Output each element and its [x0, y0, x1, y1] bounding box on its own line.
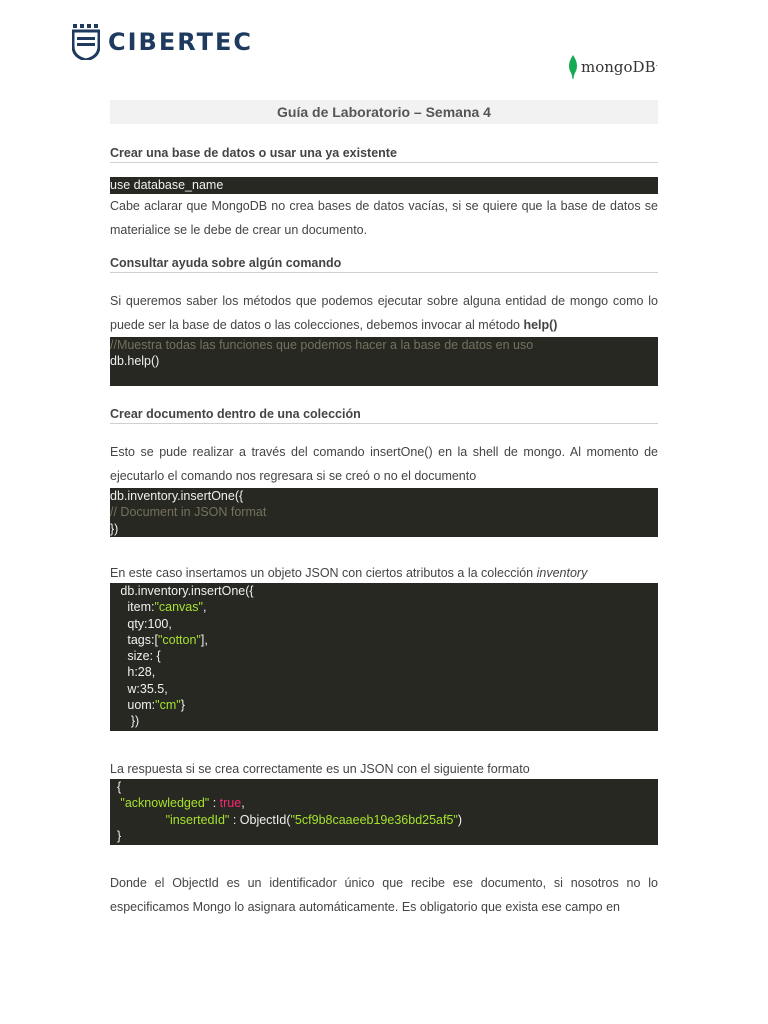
section-heading-create-db: Crear una base de datos o usar una ya existente: [110, 146, 658, 163]
code-token: uom:: [110, 698, 156, 713]
paragraph-insertone: Esto se pude realizar a través del comando insertOne() en la shell de mongo. Al momento de ejecutarlo el comando nos regresara si se creó o no el documento: [110, 445, 658, 483]
code-token: ],: [200, 632, 208, 647]
code-token: [110, 796, 120, 810]
code-key: "acknowledged": [120, 796, 210, 811]
code-block-use-db: [110, 177, 658, 194]
code-string: "canvas": [154, 600, 203, 615]
page-title: Guía de Laboratorio – Semana 4: [110, 100, 658, 124]
mongodb-wordmark: mongoDB: [581, 58, 656, 76]
mongodb-leaf-icon: [568, 55, 578, 79]
paragraph-inventory: [110, 563, 658, 583]
code-comment: //Muestra todas las funciones que podemos hacer a la base de datos en uso: [110, 338, 534, 352]
code-token: ,: [241, 796, 245, 811]
code-token: }: [180, 698, 185, 713]
code-string: "cm": [155, 698, 181, 713]
section-heading-create-document: Crear documento dentro de una colección: [110, 407, 658, 424]
code-block-insertone: [110, 488, 658, 537]
collection-name: inventory: [536, 566, 588, 580]
code-line: }: [110, 828, 122, 843]
code-token: tags:[: [110, 632, 158, 647]
code-line: size: {: [110, 649, 161, 664]
mongodb-mark: .: [655, 60, 658, 68]
paragraph-response: La respuesta si se crea correctamente es un JSON con el siguiente formato: [110, 762, 530, 776]
section-heading-help: Consultar ayuda sobre algún comando: [110, 256, 658, 273]
code-token: item:: [110, 600, 155, 615]
paragraph-help-text: Si queremos saber los métodos que podemos ejecutar sobre alguna entidad de mongo como lo puede ser la base de datos o las colecciones, debemos invocar al método: [110, 294, 658, 332]
paragraph-objectid: Donde el ObjectId es un identificador único que recibe ese documento, si nosotros no lo especificamos Mongo lo asignara automáticamente. Es obligatorio que exista ese campo en: [110, 876, 658, 914]
code-line: h:28,: [110, 665, 156, 680]
code-line: w:35.5,: [110, 681, 168, 696]
document-body: [110, 100, 658, 919]
code-block-response: [110, 779, 658, 845]
paragraph-create-db: Cabe aclarar que MongoDB no crea bases de datos vacías, si se quiere que la base de datos se materialice se le debe de crear un documento.: [110, 199, 658, 237]
code-token: : ObjectId(: [229, 812, 291, 827]
code-key: "insertedId": [165, 812, 230, 827]
code-boolean: true: [219, 796, 242, 811]
code-token: :: [209, 796, 220, 811]
code-line: }): [110, 521, 119, 536]
code-line: db.help(): [110, 354, 160, 369]
crest-icon: [72, 24, 100, 60]
code-token: ): [457, 812, 463, 827]
paragraph-help: [110, 289, 658, 337]
code-line: {: [110, 780, 122, 794]
code-string: "5cf9b8caaeeb19e36bd25af5": [290, 812, 458, 827]
code-line: qty:100,: [110, 616, 172, 631]
code-line: db.inventory.insertOne({: [110, 489, 244, 503]
code-token: ,: [202, 600, 207, 615]
code-block-inventory-example: [110, 583, 658, 731]
code-string: "cotton": [157, 632, 201, 647]
mongodb-logo: [568, 55, 658, 79]
help-method-name: help(): [523, 318, 558, 332]
paragraph-inventory-text: En este caso insertamos un objeto JSON con ciertos atributos a la colección: [110, 566, 537, 580]
code-line: }): [110, 714, 140, 729]
code-line: use database_name: [110, 178, 224, 192]
code-block-help: [110, 337, 658, 386]
cibertec-logo: [72, 24, 253, 60]
brand-name: CIBERTEC: [108, 28, 254, 56]
code-token: [110, 813, 166, 827]
code-comment: // Document in JSON format: [110, 505, 267, 520]
code-line: db.inventory.insertOne({: [110, 584, 254, 598]
